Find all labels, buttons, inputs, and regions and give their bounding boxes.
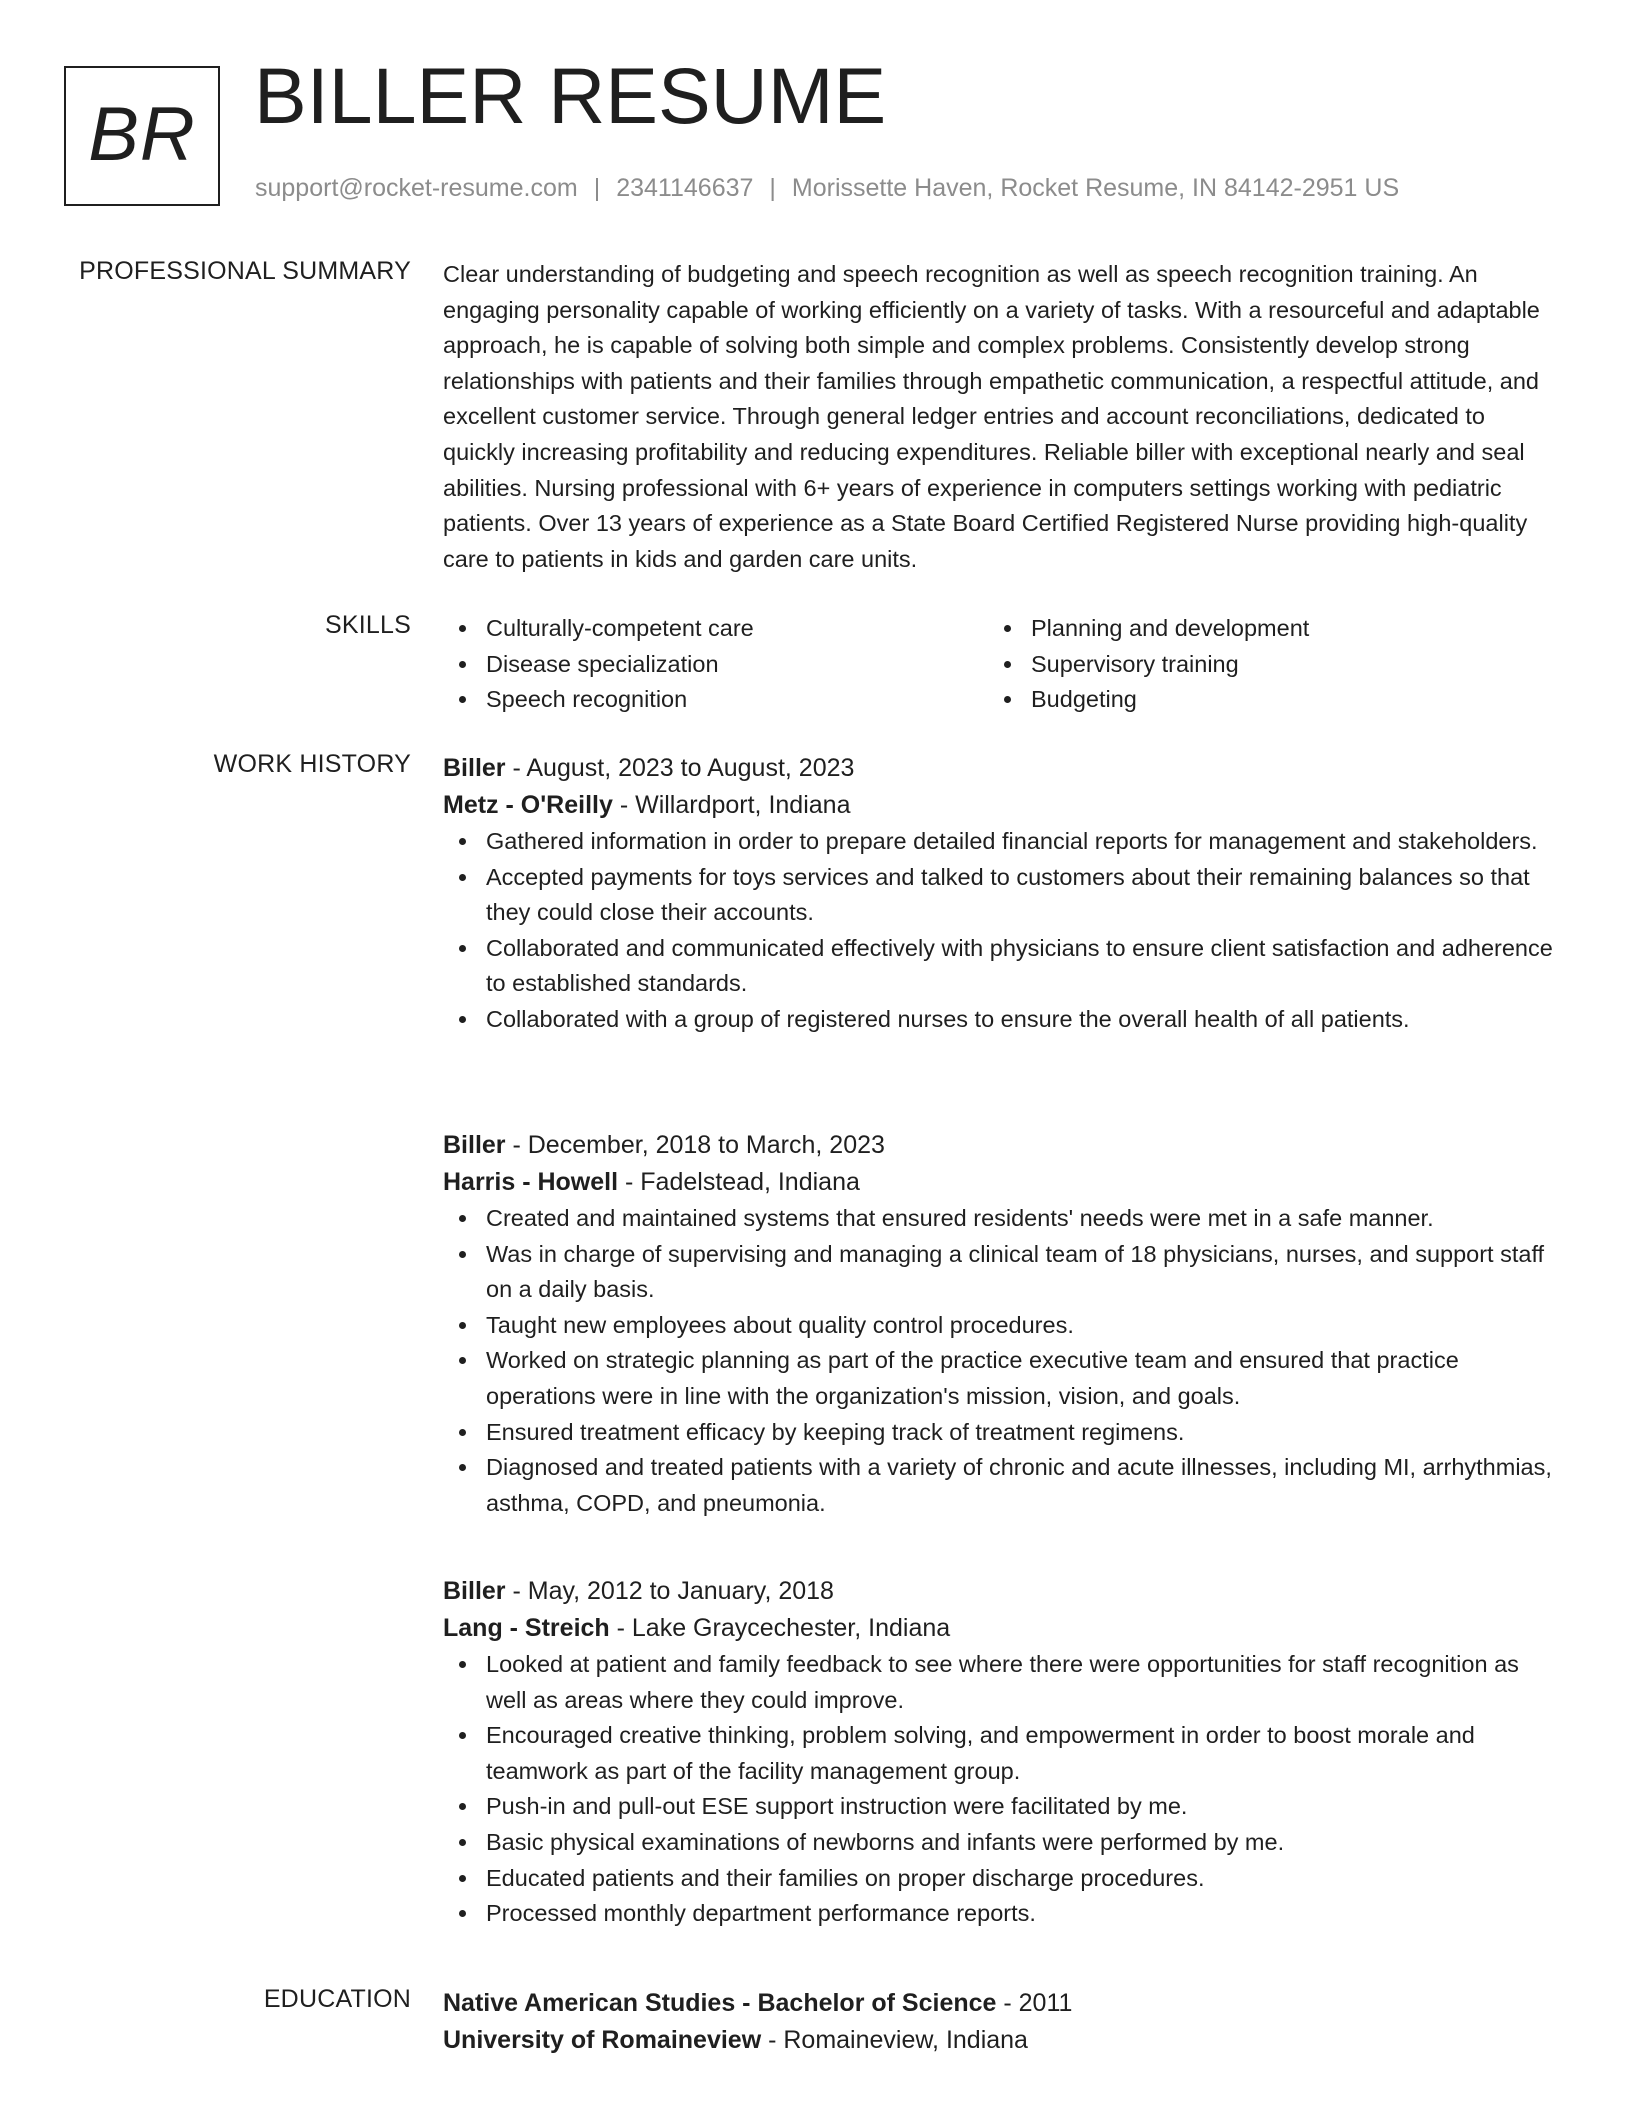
summary-body bbox=[443, 257, 1553, 577]
job-title-line bbox=[443, 1127, 1553, 1164]
job-bullet: Processed monthly department performance reports. bbox=[443, 1896, 1553, 1932]
job-bullet: Encouraged creative thinking, problem solving, and empowerment in order to boost morale and teamwork as part of the facility management group. bbox=[443, 1718, 1553, 1789]
job-bullet: Taught new employees about quality control procedures. bbox=[443, 1308, 1553, 1344]
contact-line bbox=[255, 174, 1399, 203]
summary-text: Clear understanding of budgeting and speech recognition as well as speech recognition training. An engaging personality capable of working efficiently on a variety of tasks. With a resourceful and adaptable approach, he is capable of solving both simple and complex problems. Consistently develop strong relationships with patients and their families through empathetic communication, a respectful attitude, and excellent customer service. Through general ledger entries and account reconciliations, dedicated to quickly increasing profitability and reducing expenditures. Reliable biller with exceptional nearly and seal abilities. Nursing professional with 6+ years of experience in computers settings working with pediatric patients. Over 13 years of experience as a State Board Certified Registered Nurse providing high-quality care to patients in kids and garden care units. bbox=[443, 261, 1540, 572]
skills-body bbox=[443, 611, 1553, 718]
job-location: - Fadelstead, Indiana bbox=[618, 1168, 860, 1196]
contact-address: Morissette Haven, Rocket Resume, IN 84142-2951 US bbox=[791, 174, 1400, 202]
job-company: Lang - Streich bbox=[443, 1614, 610, 1642]
job-bullet: Worked on strategic planning as part of the practice executive team and ensured that practice operations were in line with the organization's mission, vision, and goals. bbox=[443, 1343, 1553, 1414]
monogram-text: BR bbox=[88, 91, 196, 177]
education-degree: Native American Studies - Bachelor of Science bbox=[443, 1989, 997, 2017]
contact-separator: | bbox=[593, 174, 601, 202]
job-body bbox=[443, 1573, 1553, 1932]
job-title: Biller bbox=[443, 1577, 506, 1605]
contact-phone: 2341146637 bbox=[616, 174, 754, 202]
education-degree-line bbox=[443, 1985, 1553, 2022]
education-body bbox=[443, 1985, 1553, 2059]
job-bullet: Accepted payments for toys services and talked to customers about their remaining balances so that they could close their accounts. bbox=[443, 860, 1553, 931]
job-bullet: Diagnosed and treated patients with a variety of chronic and acute illnesses, including MI, arrhythmias, asthma, COPD, and pneumonia. bbox=[443, 1450, 1553, 1521]
job-bullet: Collaborated and communicated effectively with physicians to ensure client satisfaction and adherence to established standards. bbox=[443, 931, 1553, 1002]
job-bullet: Push-in and pull-out ESE support instruction were facilitated by me. bbox=[443, 1789, 1553, 1825]
skill-item: Speech recognition bbox=[443, 682, 988, 718]
skill-item: Culturally-competent care bbox=[443, 611, 988, 647]
job-title: Biller bbox=[443, 754, 506, 782]
resume-name: BILLER RESUME bbox=[254, 51, 887, 140]
contact-separator: | bbox=[769, 174, 776, 202]
education-school: University of Romaineview bbox=[443, 2026, 762, 2054]
work-history-label: WORK HISTORY bbox=[213, 750, 411, 778]
education-location: - Romaineview, Indiana bbox=[761, 2026, 1028, 2054]
skills-label: SKILLS bbox=[325, 611, 411, 639]
job-bullet: Created and maintained systems that ensured residents' needs were met in a safe manner. bbox=[443, 1201, 1553, 1237]
summary-label: PROFESSIONAL SUMMARY bbox=[79, 257, 411, 285]
job-title: Biller bbox=[443, 1131, 506, 1159]
job-bullets bbox=[443, 1647, 1553, 1932]
job-bullet: Was in charge of supervising and managing a clinical team of 18 physicians, nurses, and support staff on a daily basis. bbox=[443, 1237, 1553, 1308]
job-company-line bbox=[443, 1164, 1553, 1201]
job-bullet: Looked at patient and family feedback to see where there were opportunities for staff recognition as well as areas where they could improve. bbox=[443, 1647, 1553, 1718]
education-year: - 2011 bbox=[996, 1989, 1073, 2017]
skill-item: Planning and development bbox=[988, 611, 1533, 647]
job-body bbox=[443, 1127, 1553, 1521]
job-company: Harris - Howell bbox=[443, 1168, 619, 1196]
skill-item: Disease specialization bbox=[443, 647, 988, 683]
job-bullet: Ensured treatment efficacy by keeping track of treatment regimens. bbox=[443, 1415, 1553, 1451]
job-bullet: Collaborated with a group of registered nurses to ensure the overall health of all patients. bbox=[443, 1002, 1553, 1038]
job-bullet: Educated patients and their families on proper discharge procedures. bbox=[443, 1861, 1553, 1897]
job-company-line bbox=[443, 787, 1553, 824]
job-company: Metz - O'Reilly bbox=[443, 791, 613, 819]
job-bullet: Basic physical examinations of newborns and infants were performed by me. bbox=[443, 1825, 1553, 1861]
skill-item: Budgeting bbox=[988, 682, 1533, 718]
education-school-line bbox=[443, 2022, 1553, 2059]
skills-column-1 bbox=[443, 611, 988, 718]
job-dates: - December, 2018 to March, 2023 bbox=[505, 1131, 885, 1159]
skills-column-2 bbox=[988, 611, 1533, 718]
job-location: - Willardport, Indiana bbox=[612, 791, 851, 819]
job-dates: - August, 2023 to August, 2023 bbox=[505, 754, 855, 782]
contact-email: support@rocket-resume.com bbox=[255, 174, 578, 202]
education-label: EDUCATION bbox=[263, 1985, 411, 2013]
job-bullets bbox=[443, 824, 1553, 1038]
job-title-line bbox=[443, 750, 1553, 787]
job-title-line bbox=[443, 1573, 1553, 1610]
skills-columns bbox=[443, 611, 1553, 718]
job-bullets bbox=[443, 1201, 1553, 1521]
job-company-line bbox=[443, 1610, 1553, 1647]
monogram-logo bbox=[64, 66, 220, 206]
job-bullet: Gathered information in order to prepare detailed financial reports for management and stakeholders. bbox=[443, 824, 1553, 860]
skill-item: Supervisory training bbox=[988, 647, 1533, 683]
job-location: - Lake Graycechester, Indiana bbox=[609, 1614, 951, 1642]
job-dates: - May, 2012 to January, 2018 bbox=[505, 1577, 834, 1605]
job-body bbox=[443, 750, 1553, 1038]
